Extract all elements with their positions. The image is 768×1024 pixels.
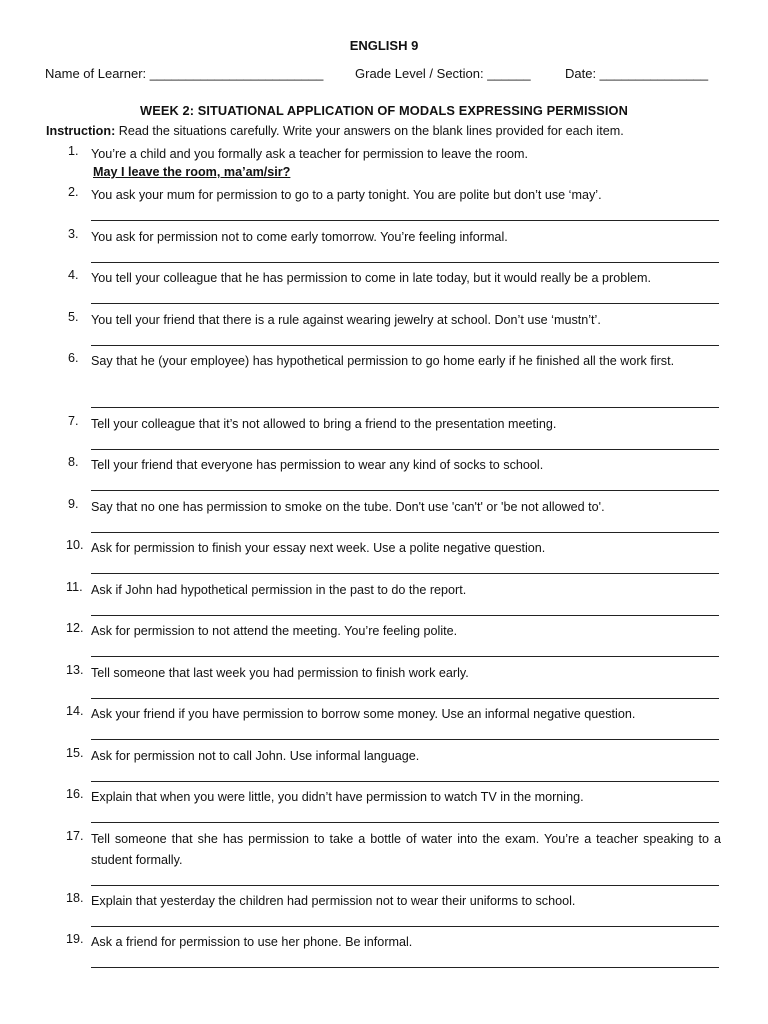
item-number: 7. — [68, 414, 79, 428]
item-number: 4. — [68, 268, 79, 282]
item-question: Ask if John had hypothetical permission in the past to do the report. — [91, 583, 467, 597]
item-question: Ask a friend for permission to use her phone. Be informal. — [91, 935, 413, 949]
subject-title: ENGLISH 9 — [349, 38, 419, 53]
item-question: Explain that yesterday the children had permission not to wear their uniforms to school. — [91, 894, 576, 908]
answer-line[interactable] — [91, 532, 719, 533]
item-number: 16. — [66, 787, 84, 801]
item-number: 3. — [68, 227, 79, 241]
answer-line[interactable] — [91, 262, 719, 263]
item-number: 1. — [68, 144, 79, 158]
answer-line[interactable] — [91, 303, 719, 304]
item-number: 8. — [68, 455, 79, 469]
item-question: Tell someone that last week you had permission to finish work early. — [91, 666, 469, 680]
week-title: WEEK 2: SITUATIONAL APPLICATION OF MODALS EXPRESSING PERMISSION — [140, 103, 628, 118]
answer-line[interactable] — [91, 967, 719, 968]
answer-line[interactable] — [91, 781, 719, 782]
item-number: 10. — [66, 538, 84, 552]
answer-line[interactable] — [91, 656, 719, 657]
item-number: 13. — [66, 663, 84, 677]
date-field[interactable]: Date: _______________ — [565, 66, 709, 81]
answer-line[interactable] — [91, 698, 719, 699]
answer-line[interactable] — [91, 407, 719, 408]
item-question: Ask for permission to not attend the meeting. You’re feeling polite. — [91, 624, 458, 638]
item-question: You tell your friend that there is a rule against wearing jewelry at school. Don’t use ‘mustn’t’. — [91, 313, 601, 327]
answer-line[interactable] — [91, 345, 719, 346]
item-question: You tell your colleague that he has permission to come in late today, but it would really be a problem. — [91, 271, 652, 285]
item-number: 11. — [66, 580, 83, 594]
sample-answer: May I leave the room, ma’am/sir? — [93, 165, 291, 179]
item-number: 5. — [68, 310, 79, 324]
answer-line[interactable] — [91, 490, 719, 491]
answer-line[interactable] — [91, 573, 719, 574]
item-question: You ask for permission not to come early tomorrow. You’re feeling informal. — [91, 230, 508, 244]
answer-line[interactable] — [91, 739, 719, 740]
answer-line[interactable] — [91, 822, 719, 823]
item-question: Say that no one has permission to smoke on the tube. Don't use 'can't' or 'be not allowed to'. — [91, 500, 605, 514]
item-question: Ask for permission to finish your essay next week. Use a polite negative question. — [91, 541, 546, 555]
item-question: Tell someone that she has permission to take a bottle of water into the exam. You’re a teacher speaking to a student formally. — [91, 832, 721, 867]
grade-section-field[interactable]: Grade Level / Section: ______ — [355, 66, 531, 81]
item-question: You ask your mum for permission to go to a party tonight. You are polite but don’t use ‘may’. — [91, 188, 602, 202]
item-question: Ask for permission not to call John. Use informal language. — [91, 749, 420, 763]
item-question: Tell your colleague that it’s not allowed to bring a friend to the presentation meeting. — [91, 417, 557, 431]
answer-line[interactable] — [91, 220, 719, 221]
instruction-label: Instruction: — [46, 124, 116, 138]
item-number: 19. — [66, 932, 84, 946]
item-question: Say that he (your employee) has hypothetical permission to go home early if he finished all the work first. — [91, 354, 675, 368]
item-number: 9. — [68, 497, 79, 511]
item-number: 15. — [66, 746, 84, 760]
item-question: You’re a child and you formally ask a teacher for permission to leave the room. — [91, 147, 529, 161]
item-number: 14. — [66, 704, 84, 718]
item-number: 6. — [68, 351, 79, 365]
item-question: Ask your friend if you have permission to borrow some money. Use an informal negative question. — [91, 707, 636, 721]
instruction-text: Read the situations carefully. Write your answers on the blank lines provided for each item. — [115, 124, 624, 138]
item-question: Explain that when you were little, you didn’t have permission to watch TV in the morning. — [91, 790, 584, 804]
name-of-learner-field[interactable]: Name of Learner: ________________________ — [45, 66, 324, 81]
answer-line[interactable] — [91, 926, 719, 927]
answer-line[interactable] — [91, 615, 719, 616]
instruction — [46, 124, 624, 138]
item-question: Tell your friend that everyone has permission to wear any kind of socks to school. — [91, 458, 544, 472]
item-number: 2. — [68, 185, 79, 199]
item-number: 18. — [66, 891, 84, 905]
item-number: 17. — [66, 829, 84, 843]
answer-line[interactable] — [91, 449, 719, 450]
answer-line[interactable] — [91, 885, 719, 886]
item-number: 12. — [66, 621, 84, 635]
